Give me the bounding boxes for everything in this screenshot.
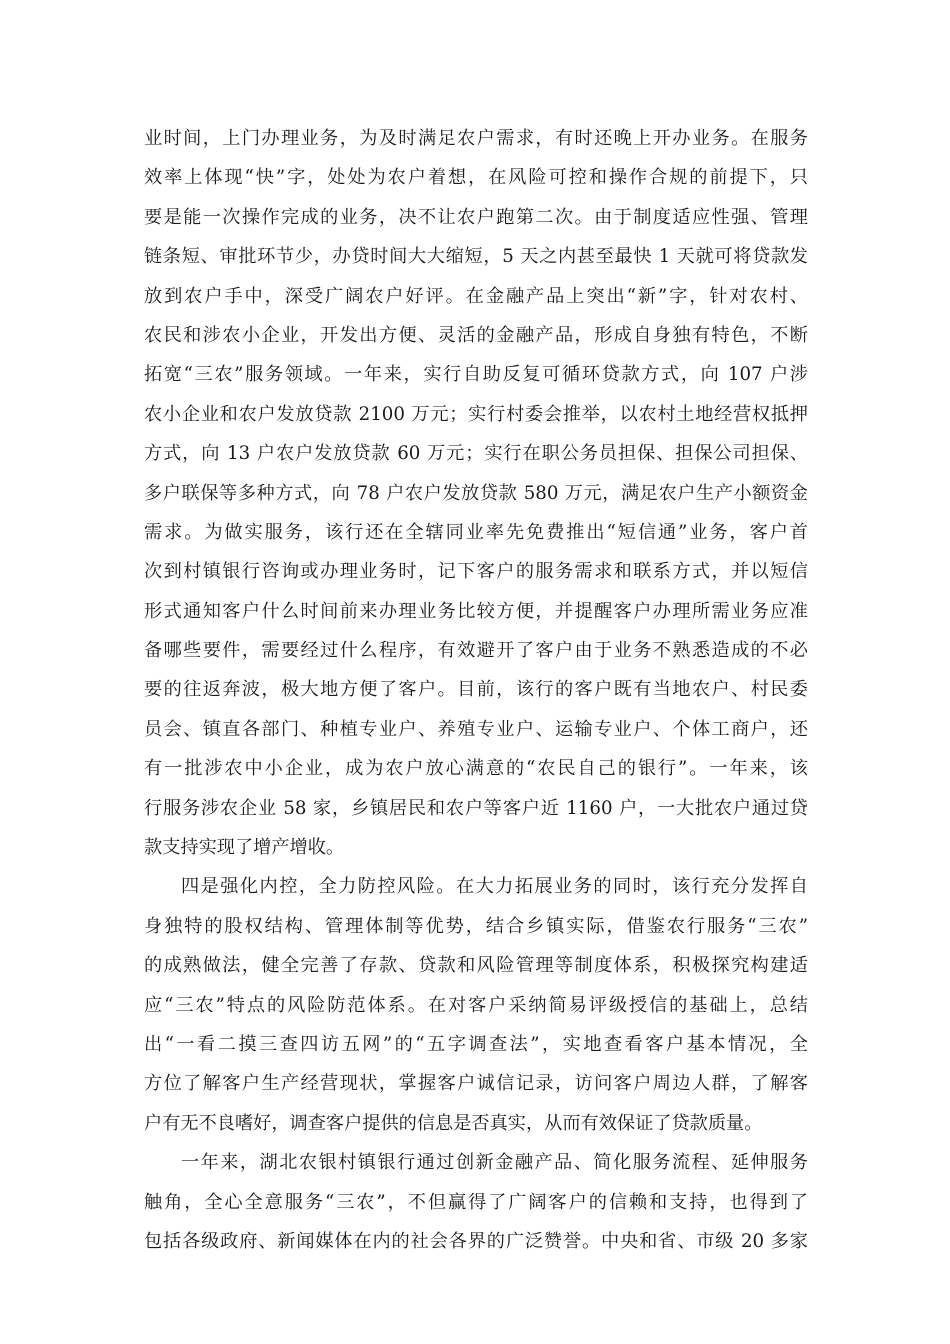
- text-line: 款支持实现了增产增收。: [144, 837, 345, 859]
- text-line: 效率上体现“快”字，处处为农户着想，在风险可控和操作合规的前提下，只: [144, 167, 808, 189]
- text-line: 业时间，上门办理业务，为及时满足农户需求，有时还晚上开办业务。在服务: [144, 128, 808, 149]
- text-line: 行服务涉农企业 58 家，乡镇居民和农户等客户近 1160 户，一大批农户通过贷: [144, 797, 808, 819]
- text-line: 触角，全心全意服务“三农”，不但赢得了广阔客户的信赖和支持，也得到了: [144, 1191, 808, 1213]
- text-line: 方位了解客户生产经营现状，掌握客户诚信记录，访问客户周边人群，了解客: [144, 1073, 808, 1095]
- text-line: 拓宽“三农”服务领域。一年来，实行自助反复可循环贷款方式，向 107 户涉: [144, 364, 808, 386]
- text-line: 员会、镇直各部门、种植专业户、养殖专业户、运输专业户、个体工商户，还: [144, 718, 808, 740]
- text-line: 放到农户手中，深受广阔农户好评。在金融产品上突出“新”字，针对农村、: [144, 285, 808, 307]
- text-line: 备哪些要件，需要经过什么程序，有效避开了客户由于业务不熟悉造成的不必: [144, 640, 808, 662]
- text-line: 出“一看二摸三查四访五网”的“五字调查法”，实地查看客户基本情况，全: [144, 1033, 808, 1055]
- text-line: 形式通知客户什么时间前来办理业务比较方便，并提醒客户办理所需业务应准: [144, 600, 808, 622]
- text-line: 链条短、审批环节少，办贷时间大大缩短，5 天之内甚至最快 1 天就可将贷款发: [144, 246, 808, 268]
- body-text: [144, 119, 808, 1261]
- text-line: 身独特的股权结构、管理体制等优势，结合乡镇实际，借鉴农行服务“三农”: [144, 915, 808, 937]
- text-line: 需求。为做实服务，该行还在全辖同业率先免费推出“短信通”业务，客户首: [144, 521, 808, 543]
- text-line: 应“三农”特点的风险防范体系。在对客户采纳简易评级授信的基础上，总结: [144, 994, 808, 1016]
- text-line: 要是能一次操作完成的业务，决不让农户跑第二次。由于制度适应性强、管理: [144, 206, 808, 228]
- paragraph-start-line: 一年来，湖北农银村镇银行通过创新金融产品、简化服务流程、延伸服务: [181, 1152, 808, 1174]
- text-line: 有一批涉农中小企业，成为农户放心满意的“农民自己的银行”。一年来，该: [144, 758, 808, 780]
- text-line: 次到村镇银行咨询或办理业务时，记下客户的服务需求和联系方式，并以短信: [144, 561, 808, 583]
- text-line: 的成熟做法，健全完善了存款、贷款和风险管理等制度体系，积极探究构建适: [144, 955, 808, 977]
- text-line: 农小企业和农户发放贷款 2100 万元；实行村委会推举，以农村土地经营权抵押: [144, 403, 808, 425]
- text-line: 多户联保等多种方式，向 78 户农户发放贷款 580 万元，满足农户生产小额资金: [144, 482, 808, 504]
- text-line: 户有无不良嗜好，调查客户提供的信息是否真实，从而有效保证了贷款质量。: [144, 1112, 763, 1134]
- paragraph-start-line: 四是强化内控，全力防控风险。在大力拓展业务的同时，该行充分发挥自: [181, 876, 808, 898]
- text-line: 农民和涉农小企业，开发出方便、灵活的金融产品，形成自身独有特色，不断: [144, 324, 808, 346]
- text-line: 包括各级政府、新闻媒体在内的社会各界的广泛赞誉。中央和省、市级 20 多家: [144, 1230, 808, 1252]
- text-line: 要的往返奔波，极大地方便了客户。目前，该行的客户既有当地农户、村民委: [144, 679, 808, 701]
- text-line: 方式，向 13 户农户发放贷款 60 万元；实行在职公务员担保、担保公司担保、: [144, 443, 808, 465]
